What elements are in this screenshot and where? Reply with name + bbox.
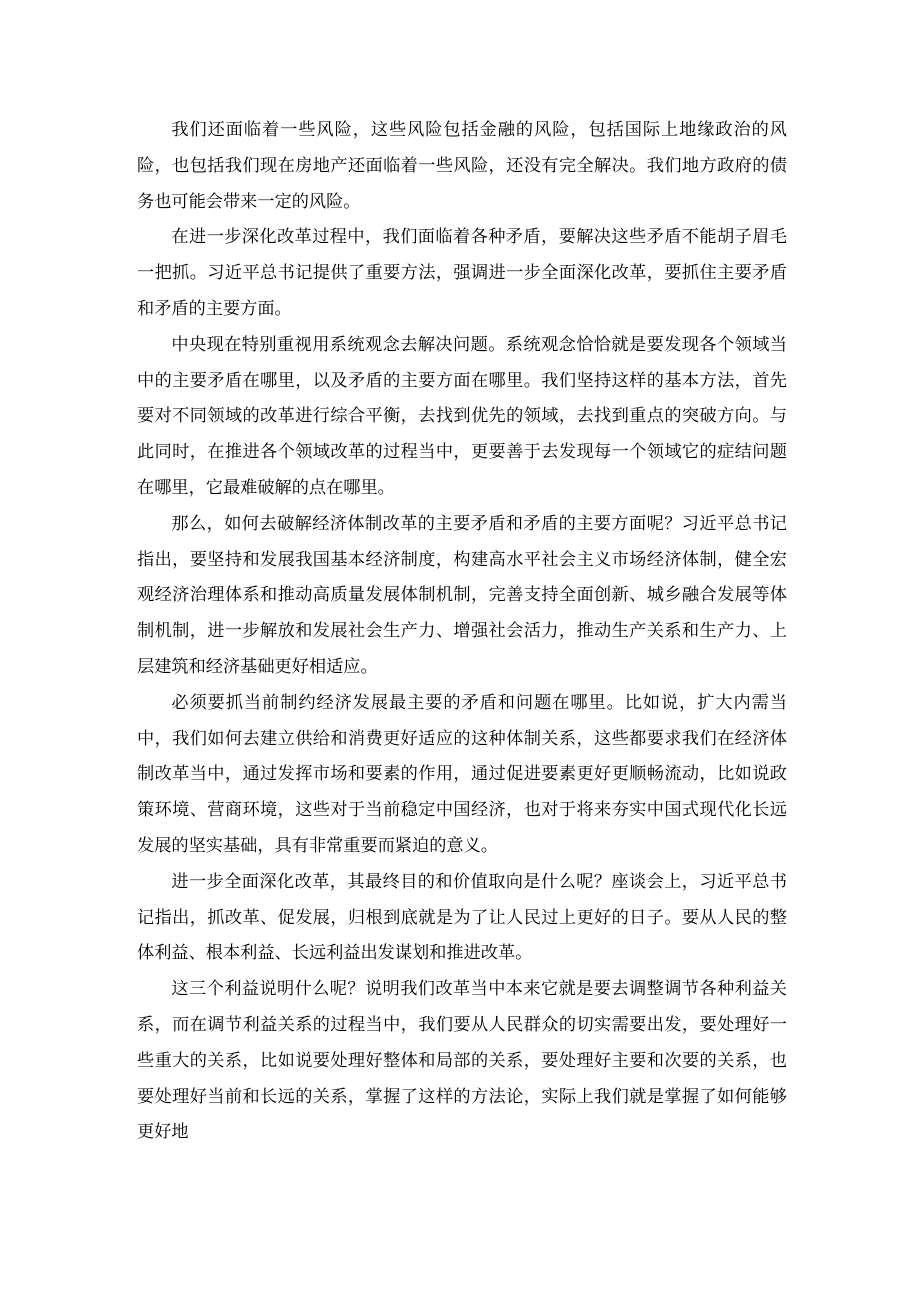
document-page	[137, 113, 787, 1151]
paragraph-contradictions: 在进一步深化改革过程中，我们面临着各种矛盾，要解决这些矛盾不能胡子眉毛一把抓。习近平总书记提供了重要方法，强调进一步全面深化改革，要抓住主要矛盾和矛盾的主要方面。	[137, 227, 787, 319]
paragraph-system-thinking: 中央现在特别重视用系统观念去解决问题。系统观念恰恰就是要发现各个领域当中的主要矛盾在哪里，以及矛盾的主要方面在哪里。我们坚持这样的基本方法，首先要对不同领域的改革进行综合平衡，去找到优先的领域，去找到重点的突破方向。与此同时，在推进各个领域改革的过程当中，更要善于去发现每一个领域它的症结问题在哪里，它最难破解的点在哪里。	[137, 334, 787, 498]
paragraph-economic-development: 必须要抓当前制约经济发展最主要的矛盾和问题在哪里。比如说，扩大内需当中，我们如何去建立供给和消费更好适应的这种体制关系，这些都要求我们在经济体制改革当中，通过发挥市场和要素的作用，通过促进要素更好更顺畅流动，比如说政策环境、营商环境，这些对于当前稳定中国经济，也对于将来夯实中国式现代化长远发展的坚实基础，具有非常重要而紧迫的意义。	[137, 692, 787, 856]
paragraph-economic-reform: 那么，如何去破解经济体制改革的主要矛盾和矛盾的主要方面呢？习近平总书记指出，要坚持和发展我国基本经济制度，构建高水平社会主义市场经济体制，健全宏观经济治理体系和推动高质量发展体制机制，完善支持全面创新、城乡融合发展等体制机制，进一步解放和发展社会生产力、增强社会活力，推动生产关系和生产力、上层建筑和经济基础更好相适应。	[137, 513, 787, 677]
paragraph-risks: 我们还面临着一些风险，这些风险包括金融的风险，包括国际上地缘政治的风险，也包括我们现在房地产还面临着一些风险，还没有完全解决。我们地方政府的债务也可能会带来一定的风险。	[137, 120, 787, 212]
paragraph-three-interests: 这三个利益说明什么呢？说明我们改革当中本来它就是要去调整调节各种利益关系，而在调节利益关系的过程当中，我们要从人民群众的切实需要出发，要处理好一些重大的关系，比如说要处理好整体和局部的关系，要处理好主要和次要的关系，也要处理好当前和长远的关系，掌握了这样的方法论，实际上我们就是掌握了如何能够更好地	[137, 979, 787, 1143]
paragraph-ultimate-goal: 进一步全面深化改革，其最终目的和价值取向是什么呢？座谈会上，习近平总书记指出，抓改革、促发展，归根到底就是为了让人民过上更好的日子。要从人民的整体利益、根本利益、长远利益出发谋划和推进改革。	[137, 871, 787, 964]
